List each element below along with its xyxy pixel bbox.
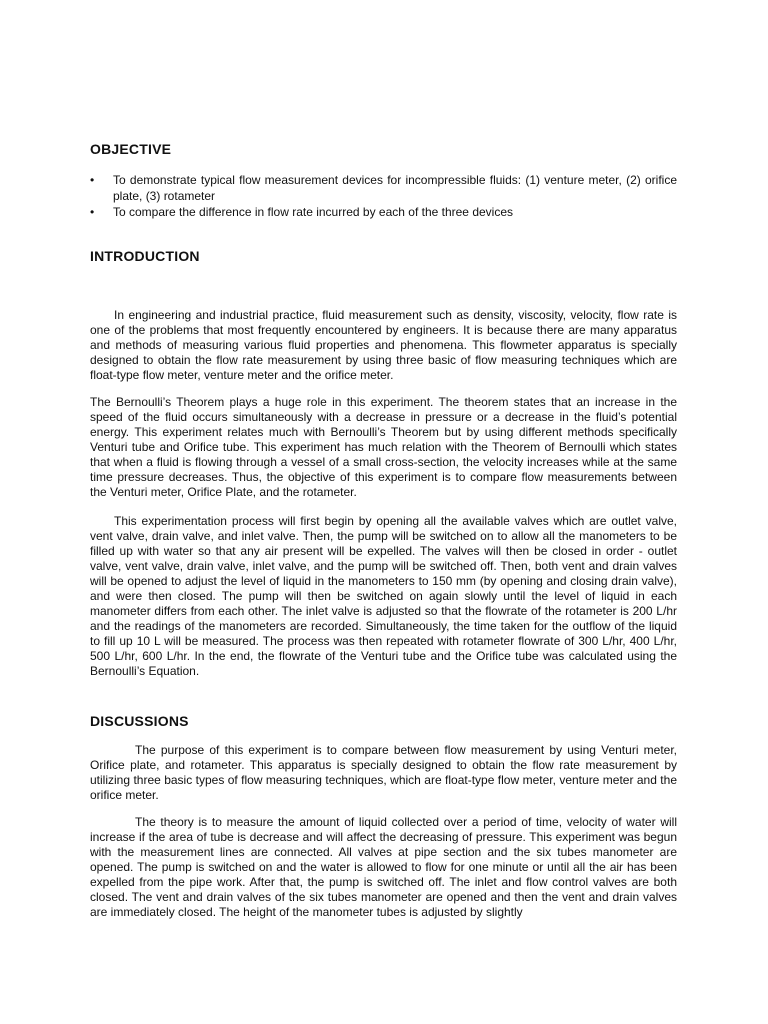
intro-paragraph-2: The Bernoulli’s Theorem plays a huge role in this experiment. The theorem states that an increase in the speed of the fluid occurs simultaneously with a decrease in pressure or a decrease in the fluid’s potential energy. This experiment relates much with Bernoulli’s Theorem but by using different methods specifically Venturi tube and Orifice tube. This experiment has much relation with the Theorem of Bernoulli which states that when a fluid is flowing through a vessel of a small cross-section, the velocity increases while at the same time pressure decreases. Thus, the objective of this experiment is to compare flow measurements between the Venturi meter, Orifice Plate, and the rotameter. xyxy=(90,395,677,499)
discussions-heading: DISCUSSIONS xyxy=(90,713,189,729)
objective-item-2: • To compare the difference in flow rate incurred by each of the three devices xyxy=(90,205,514,219)
discussion-paragraph-2: The theory is to measure the amount of liquid collected over a period of time, velocity of water will increase if the area of tube is decrease and will affect the decreasing of pressure. This experiment was begun with the measurement lines are connected. All valves at pipe section and the six tubes manometer are opened. The pump is switched on and the water is allowed to flow for one minute or until all the air has been expelled from the pipe work. After that, the pump is switched off. The inlet and flow control valves are both closed. The vent and drain valves of the six tubes manometer are opened and then the vent and drain valves are immediately closed. The height of the manometer tubes is adjusted by slightly xyxy=(90,815,677,919)
objective-list xyxy=(90,172,677,220)
intro-paragraph-3: This experimentation process will first begin by opening all the available valves which are outlet valve, vent valve, drain valve, and inlet valve. Then, the pump will be switched on to allow all the manometers to be filled up with water so that any air present will be expelled. The valves will then be closed in order - outlet valve, vent valve, drain valve, inlet valve, and the pump will be switched off. Then, both vent and drain valves will be opened to adjust the level of liquid in the manometers to 150 mm (by opening and closing drain valve), and were then closed. The pump will then be switched on again slowly until the level of liquid in each manometer differs from each other. The inlet valve is adjusted so that the flowrate of the rotameter is 200 L/hr and the readings of the manometers are recorded. Simultaneously, the time taken for the outflow of the liquid to fill up 10 L will be measured. The process was then repeated with rotameter flowrate of 300 L/hr, 400 L/hr, 500 L/hr, 600 L/hr. In the end, the flowrate of the Venturi tube and the Orifice tube was calculated using the Bernoulli’s Equation. xyxy=(90,514,677,678)
objective-item-1: • To demonstrate typical flow measurement devices for incompressible fluids: (1) venture meter, (2) orifice plate, (3) rotameter xyxy=(90,173,677,203)
objective-heading: OBJECTIVE xyxy=(90,141,172,157)
intro-paragraph-1: In engineering and industrial practice, fluid measurement such as density, viscosity, velocity, flow rate is one of the problems that most frequently encountered by engineers. It is because there are many apparatus and methods of measuring various fluid properties and phenomena. This flowmeter apparatus is specially designed to obtain the flow rate measurement by using three basic of flow measuring techniques which are float-type flow meter, venture meter and the orifice meter. xyxy=(90,308,677,382)
discussion-paragraph-1: The purpose of this experiment is to compare between flow measurement by using Venturi meter, Orifice plate, and rotameter. This apparatus is specially designed to obtain the flow rate measurement by utilizing three basic types of flow measuring techniques, which are float-type flow meter, venture meter and the orifice meter. xyxy=(90,743,677,802)
introduction-heading: INTRODUCTION xyxy=(90,248,200,264)
